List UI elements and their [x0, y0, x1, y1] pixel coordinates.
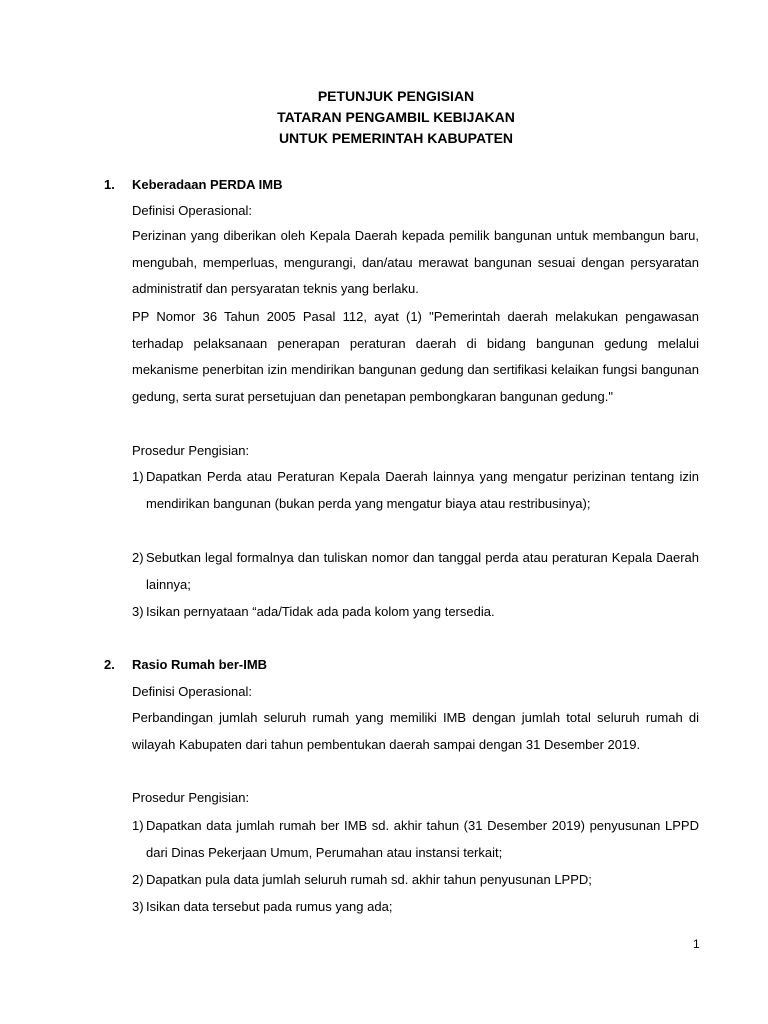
- section-1-definition-paragraph-2: PP Nomor 36 Tahun 2005 Pasal 112, ayat (1) "Pemerintah daerah melakukan pengawasan terhadap pelaksanaan penerapan peraturan daerah di bidang bangunan gedung melalui mekanisme penerbitan izin mendirikan bangunan gedung dan sertifikasi kelaikan fungsi bangunan gedung, serta surat persetujuan dan penetapan pembongkaran bangunan gedung.": [132, 309, 699, 404]
- section-1-definition-label: Definisi Operasional:: [132, 203, 252, 218]
- step-number: 3): [132, 899, 144, 914]
- section-1-heading: Keberadaan PERDA IMB: [132, 177, 283, 192]
- step-text: Sebutkan legal formalnya dan tuliskan nomor dan tanggal perda atau peraturan Kepala Daerah lainnya;: [146, 550, 699, 592]
- step-text: Dapatkan pula data jumlah seluruh rumah sd. akhir tahun penyusunan LPPD;: [146, 872, 592, 887]
- title-line-1: PETUNJUK PENGISIAN: [317, 88, 475, 104]
- section-2-step-3: [132, 894, 699, 921]
- step-number: 3): [132, 604, 144, 619]
- title-line-2: TATARAN PENGAMBIL KEBIJAKAN: [277, 109, 515, 125]
- page-number: 1: [693, 937, 700, 951]
- section-2-heading: Rasio Rumah ber-IMB: [132, 657, 268, 672]
- section-2-number: 2.: [104, 657, 115, 672]
- section-1-step-2: [132, 545, 699, 599]
- section-2-definition-paragraph-1: Perbandingan jumlah seluruh rumah yang memiliki IMB dengan jumlah total seluruh rumah di wilayah Kabupaten dari tahun pembentukan daerah sampai dengan 31 Desember 2019.: [132, 710, 699, 752]
- step-text: Isikan pernyataan “ada/Tidak ada pada kolom yang tersedia.: [146, 604, 495, 619]
- step-text: Dapatkan Perda atau Peraturan Kepala Daerah lainnya yang mengatur perizinan tentang izin mendirikan bangunan (bukan perda yang mengatur biaya atau restribusinya);: [146, 469, 699, 511]
- step-number: 1): [132, 469, 144, 484]
- section-2-procedure-label: Prosedur Pengisian:: [132, 790, 250, 805]
- step-text: Dapatkan data jumlah rumah ber IMB sd. akhir tahun (31 Desember 2019) penyusunan LPPD dari Dinas Pekerjaan Umum, Perumahan atau instansi terkait;: [146, 818, 699, 860]
- section-1-step-1: [132, 464, 699, 518]
- step-number: 2): [132, 550, 144, 565]
- section-2-step-2: [132, 867, 699, 894]
- section-1-step-3: [132, 599, 699, 626]
- step-number: 1): [132, 818, 144, 833]
- section-1-number: 1.: [104, 177, 115, 192]
- document-title: [0, 86, 768, 149]
- step-number: 2): [132, 872, 144, 887]
- section-1-procedure-label: Prosedur Pengisian:: [132, 443, 250, 458]
- title-line-3: UNTUK PEMERINTAH KABUPATEN: [278, 130, 514, 146]
- section-2-definition-label: Definisi Operasional:: [132, 684, 252, 699]
- step-text: Isikan data tersebut pada rumus yang ada;: [146, 899, 393, 914]
- section-2-step-1: [132, 813, 699, 867]
- section-1-definition-paragraph-1: Perizinan yang diberikan oleh Kepala Daerah kepada pemilik bangunan untuk membangun baru, mengubah, memperluas, mengurangi, dan/atau merawat bangunan sesuai dengan persyaratan administratif dan persyaratan teknis yang berlaku.: [132, 228, 699, 297]
